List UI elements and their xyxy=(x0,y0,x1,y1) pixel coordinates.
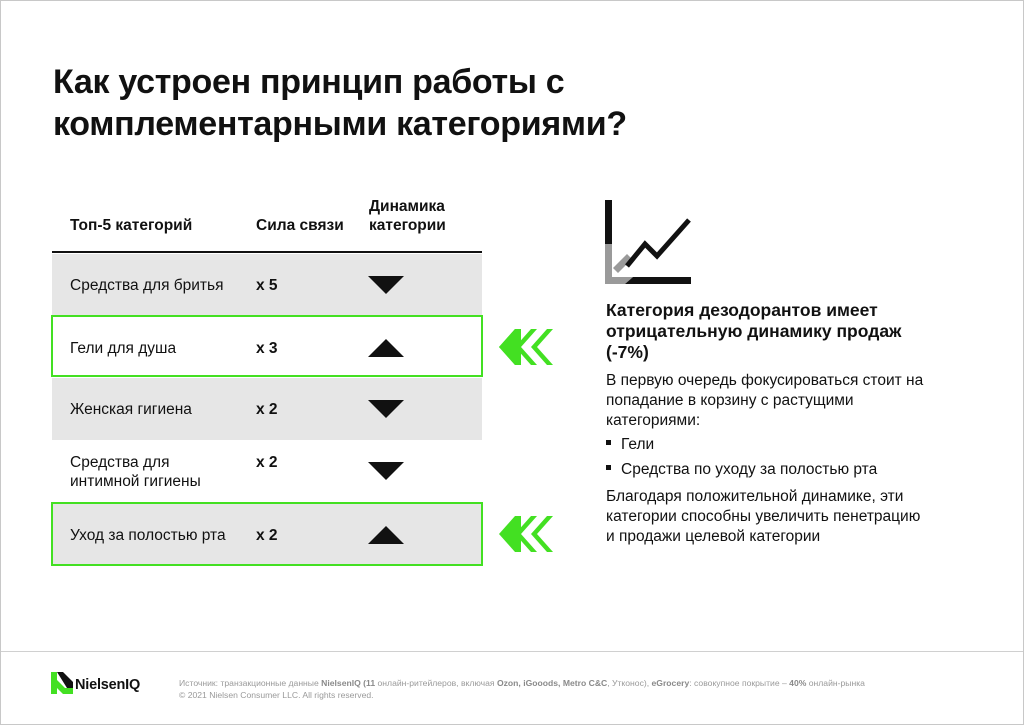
table-row xyxy=(52,378,482,440)
bullet-text: Средства по уходу за полостью рта xyxy=(621,461,878,478)
source-segment: eGrocery xyxy=(651,678,690,688)
panel-conclusion: Благодаря положительной динамике, эти категории способны увеличить пенетрацию и продажи целевой категории xyxy=(606,488,921,545)
link-strength-value: x 2 xyxy=(256,401,278,418)
trend-up-icon xyxy=(368,526,404,544)
category-name: Средства для интимной гигиены xyxy=(70,454,201,490)
nielseniq-logo-icon xyxy=(51,672,73,694)
panel-bullet xyxy=(606,460,926,480)
source-note xyxy=(179,677,959,701)
source-segment: онлайн-ритейлеров, включая xyxy=(375,678,497,688)
trend-down-icon xyxy=(368,462,404,480)
footer-divider xyxy=(1,651,1023,652)
table-row-highlighted xyxy=(51,502,483,566)
table-row xyxy=(52,254,482,316)
category-name: Женская гигиена xyxy=(70,401,192,418)
panel-heading: Категория дезодорантов имеет отрицательную динамику продаж (-7%) xyxy=(606,300,902,362)
source-segment: , Утконос), xyxy=(607,678,652,688)
header-category-dynamics: Динамика категории xyxy=(369,198,446,234)
header-top-categories: Топ-5 категорий xyxy=(70,217,193,234)
source-segment: 40% xyxy=(789,678,807,688)
source-segment: Ozon, iGooods, Metro C&C xyxy=(496,678,608,688)
triple-chevron-left-icon xyxy=(499,516,553,552)
page-title: Как устроен принцип работы с комплементарными категориями? xyxy=(53,63,627,143)
source-line xyxy=(179,677,959,689)
source-segment: NielsenIQ (11 xyxy=(321,678,376,688)
table-row xyxy=(52,440,482,502)
panel-bullet xyxy=(606,435,926,455)
source-segment: : совокупное покрытие – xyxy=(689,678,790,688)
link-strength-value: x 5 xyxy=(256,277,278,294)
declining-growth-chart-icon xyxy=(605,200,691,284)
link-strength-value: x 2 xyxy=(256,454,278,471)
table-row-highlighted xyxy=(51,315,483,377)
link-strength-value: x 2 xyxy=(256,527,278,544)
trend-down-icon xyxy=(368,276,404,294)
category-name: Уход за полостью рта xyxy=(70,527,226,544)
source-segment: Источник: транзакционные данные xyxy=(179,678,322,688)
category-name: Средства для бритья xyxy=(70,277,224,294)
copyright: © 2021 Nielsen Consumer LLC. All rights reserved. xyxy=(179,690,374,700)
source-segment: онлайн-рынка xyxy=(806,678,865,688)
logo-text: NielsenIQ xyxy=(75,677,141,693)
category-name: Гели для душа xyxy=(70,340,177,357)
trend-down-icon xyxy=(368,400,404,418)
panel-intro: В первую очередь фокусироваться стоит на попадание в корзину с растущими категориями: xyxy=(606,372,924,429)
trend-up-icon xyxy=(368,339,404,357)
triple-chevron-left-icon xyxy=(499,329,553,365)
bullet-square-icon xyxy=(606,465,611,470)
bullet-text: Гели xyxy=(621,436,655,453)
bullet-square-icon xyxy=(606,440,611,445)
link-strength-value: x 3 xyxy=(256,340,278,357)
header-link-strength: Сила связи xyxy=(256,217,344,234)
header-divider xyxy=(52,251,482,253)
